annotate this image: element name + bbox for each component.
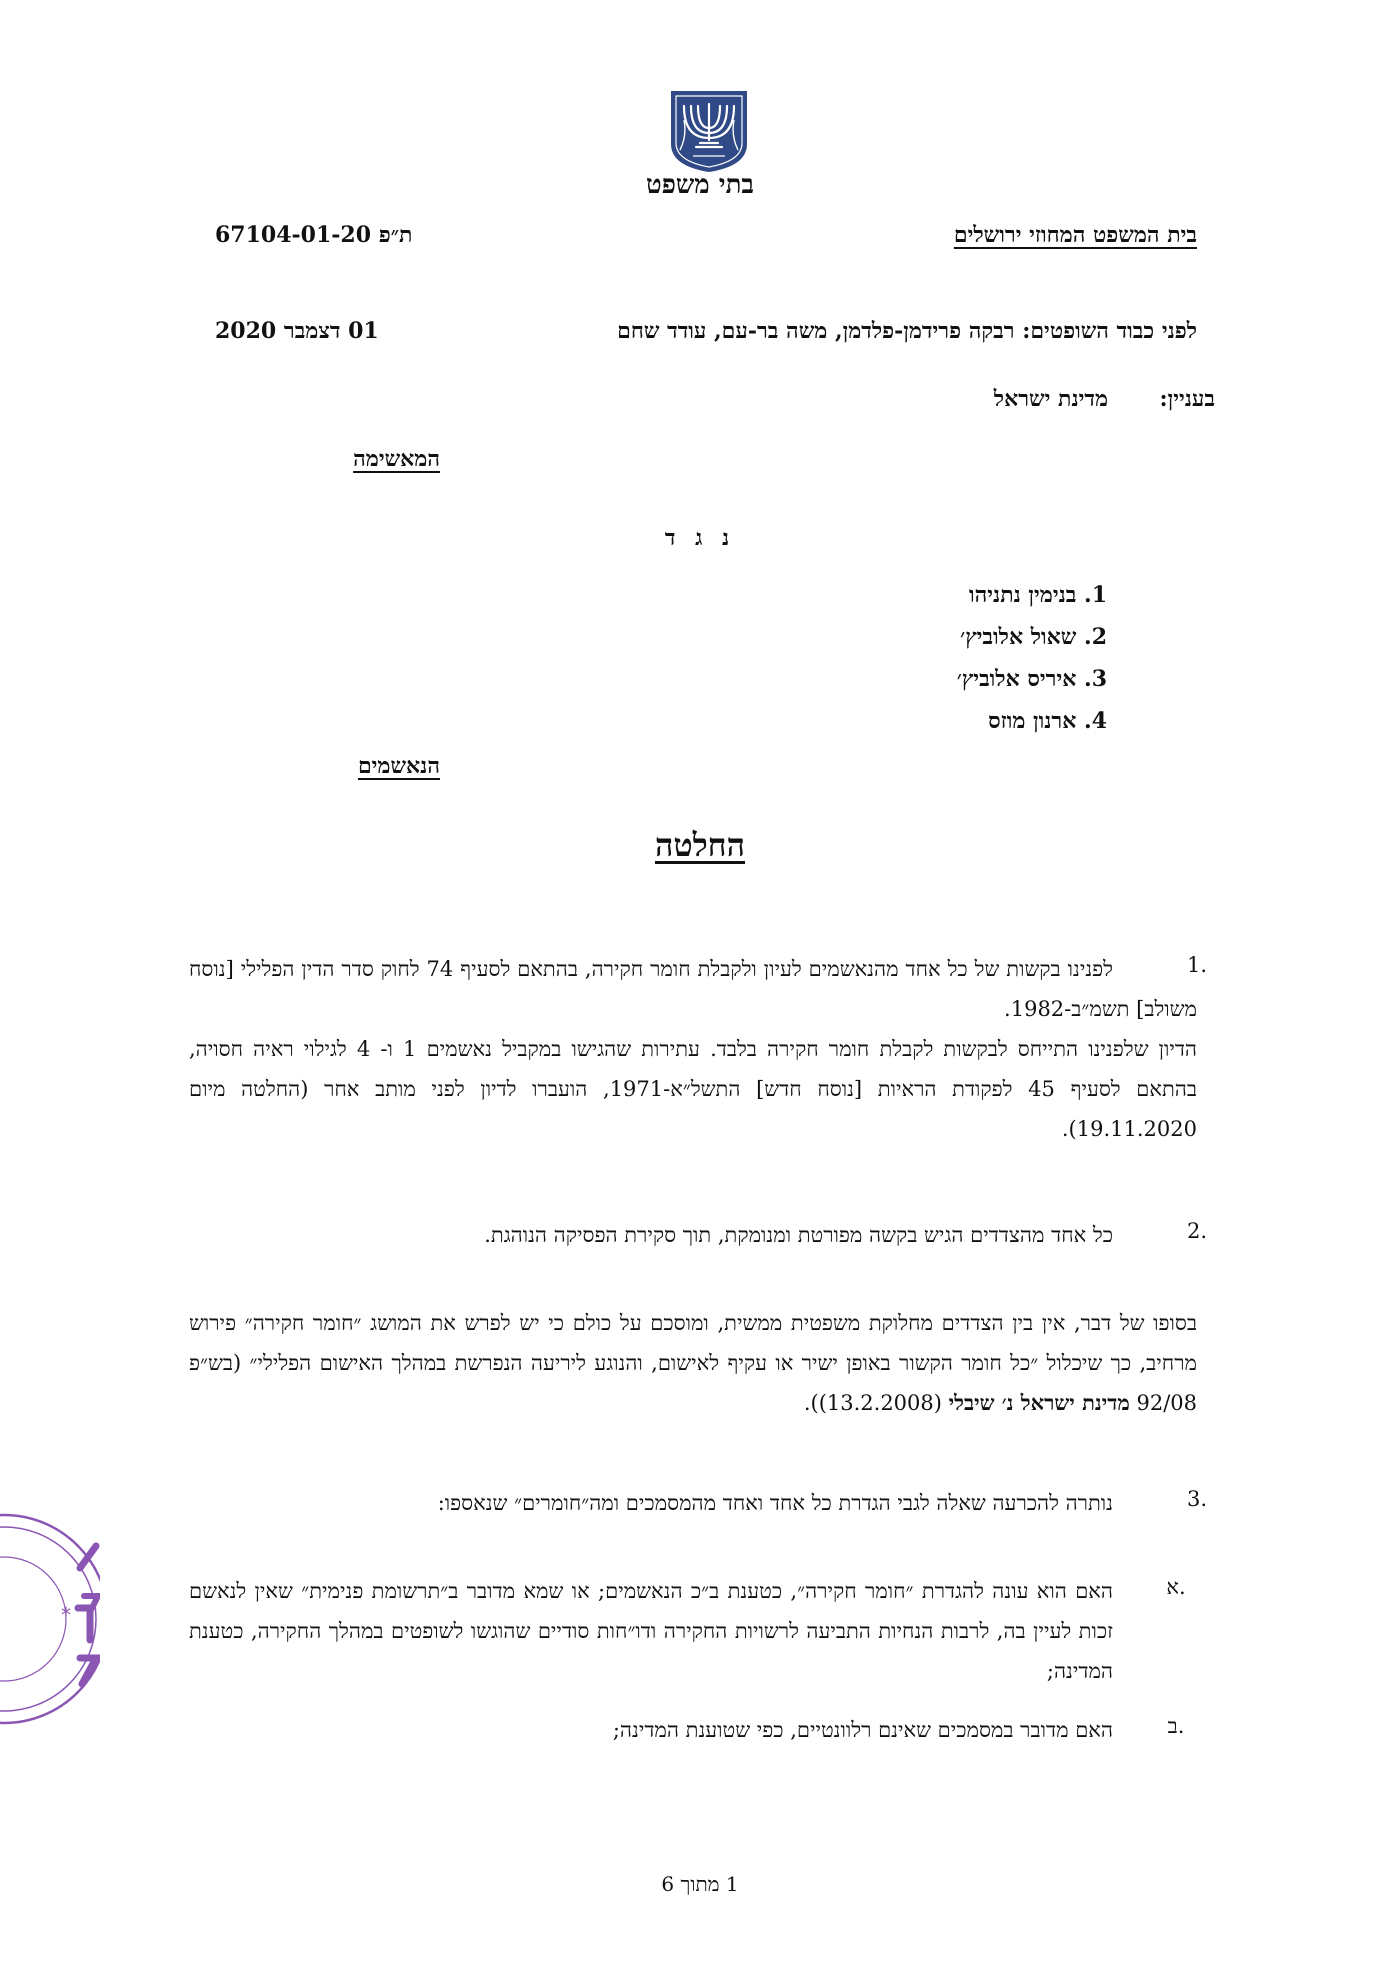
state-emblem-icon bbox=[667, 88, 751, 174]
prosecution-role: המאשימה bbox=[353, 446, 440, 472]
defendants-role: הנאשמים bbox=[357, 753, 440, 779]
decision-title: החלטה bbox=[654, 826, 746, 864]
court-seal-icon bbox=[0, 1508, 100, 1730]
paragraph-1-continuation: הדיון שלפנינו התייחס לבקשות לקבלת חומר חקירה בלבד. עתירות שהגישו במקביל נאשמים 1 ו- 4 לגילוי ראיה חסויה, בהתאם לסעיף 45 לפקודת הראיות [נוסח חדש] התשל״א-1971, הועברו לדיון לפני מותב אחר (החלטה מיום 19.11.2020). bbox=[189, 1037, 1198, 1141]
paragraph-1-intro: לפנינו בקשות של כל אחד מהנאשמים לעיון ולקבלת חומר חקירה, בהתאם לסעיף 74 לחוק סדר הדין הפלילי [נוסח משולב] תשמ״ב-1982. bbox=[189, 957, 1197, 1021]
sub-item-letter: א. bbox=[1166, 1575, 1186, 1599]
versus-label: נ ג ד bbox=[664, 525, 736, 551]
in-matter-label: בעניין: bbox=[1159, 386, 1215, 412]
sub-item-b: האם מדובר במסמכים שאינם רלוונטיים, כפי שטוענת המדינה; bbox=[612, 1718, 1113, 1742]
paragraph-number: 3. bbox=[1186, 1487, 1208, 1511]
svg-text:*: * bbox=[61, 1603, 71, 1627]
page-indicator: 1 מתוך 6 bbox=[661, 1872, 739, 1896]
decision-date: 01 דצמבר 2020 bbox=[215, 318, 379, 344]
paragraph-1 bbox=[189, 949, 1197, 1149]
paragraph-3: נותרה להכרעה שאלה לגבי הגדרת כל אחד ואחד מהמסמכים ומה״חומרים״ שנאספו: bbox=[437, 1491, 1113, 1515]
court-name: בית המשפט המחוזי ירושלים bbox=[953, 222, 1197, 248]
court-system-heading: בתי משפט bbox=[646, 170, 754, 200]
defendant-item: 2. שאול אלוביץ׳ bbox=[960, 624, 1107, 650]
paragraph-number: 2. bbox=[1186, 1219, 1208, 1243]
judges-line: לפני כבוד השופטים: רבקה פרידמן-פלדמן, משה בר-עם, עודד שחם bbox=[617, 318, 1197, 344]
defendant-item: 1. בנימין נתניהו bbox=[968, 582, 1107, 608]
sub-item-a: האם הוא עונה להגדרת ״חומר חקירה״, כטענת ב״כ הנאשמים; או שמא מדובר ב״תרשומת פנימית״ שאין לנאשם זכות לעיין בה, לרבות הנחיות התביעה לרשויות החקירה ודו״חות סודיים שהוגשו לשופטים במהלך החקירה, כטענת המדינה; bbox=[189, 1579, 1113, 1683]
paragraph-2: כל אחד מהצדדים הגיש בקשה מפורטת ומנומקת, תוך סקירת הפסיקה הנוהגת. bbox=[484, 1223, 1113, 1247]
defendant-item: 4. ארנון מוזס bbox=[988, 708, 1107, 734]
paragraph-2b-tail: (13.2.2008)). bbox=[803, 1391, 949, 1415]
paragraph-2-continuation bbox=[189, 1303, 1197, 1423]
paragraph-2b-text: בסופו של דבר, אין בין הצדדים מחלוקת משפטית ממשית, ומוסכם על כולם כי יש לפרש את המושג ״חומר חקירה״ פירוש מרחיב, כך שיכלול ״כל חומר הקשור באופן ישיר או עקיף לאישום, והנוגע ליריעה הנפרשת במהלך האישום הפלילי״ (בש״פ 92/08 bbox=[189, 1311, 1198, 1415]
case-number: ת״פ 67104-01-20 bbox=[215, 222, 413, 248]
paragraph-number: 1. bbox=[1186, 953, 1208, 977]
defendant-item: 3. איריס אלוביץ׳ bbox=[956, 666, 1107, 692]
prosecution-name: מדינת ישראל bbox=[993, 386, 1108, 412]
case-citation: מדינת ישראל נ׳ שיבלי bbox=[948, 1390, 1130, 1415]
sub-item-letter: ב. bbox=[1167, 1714, 1185, 1738]
